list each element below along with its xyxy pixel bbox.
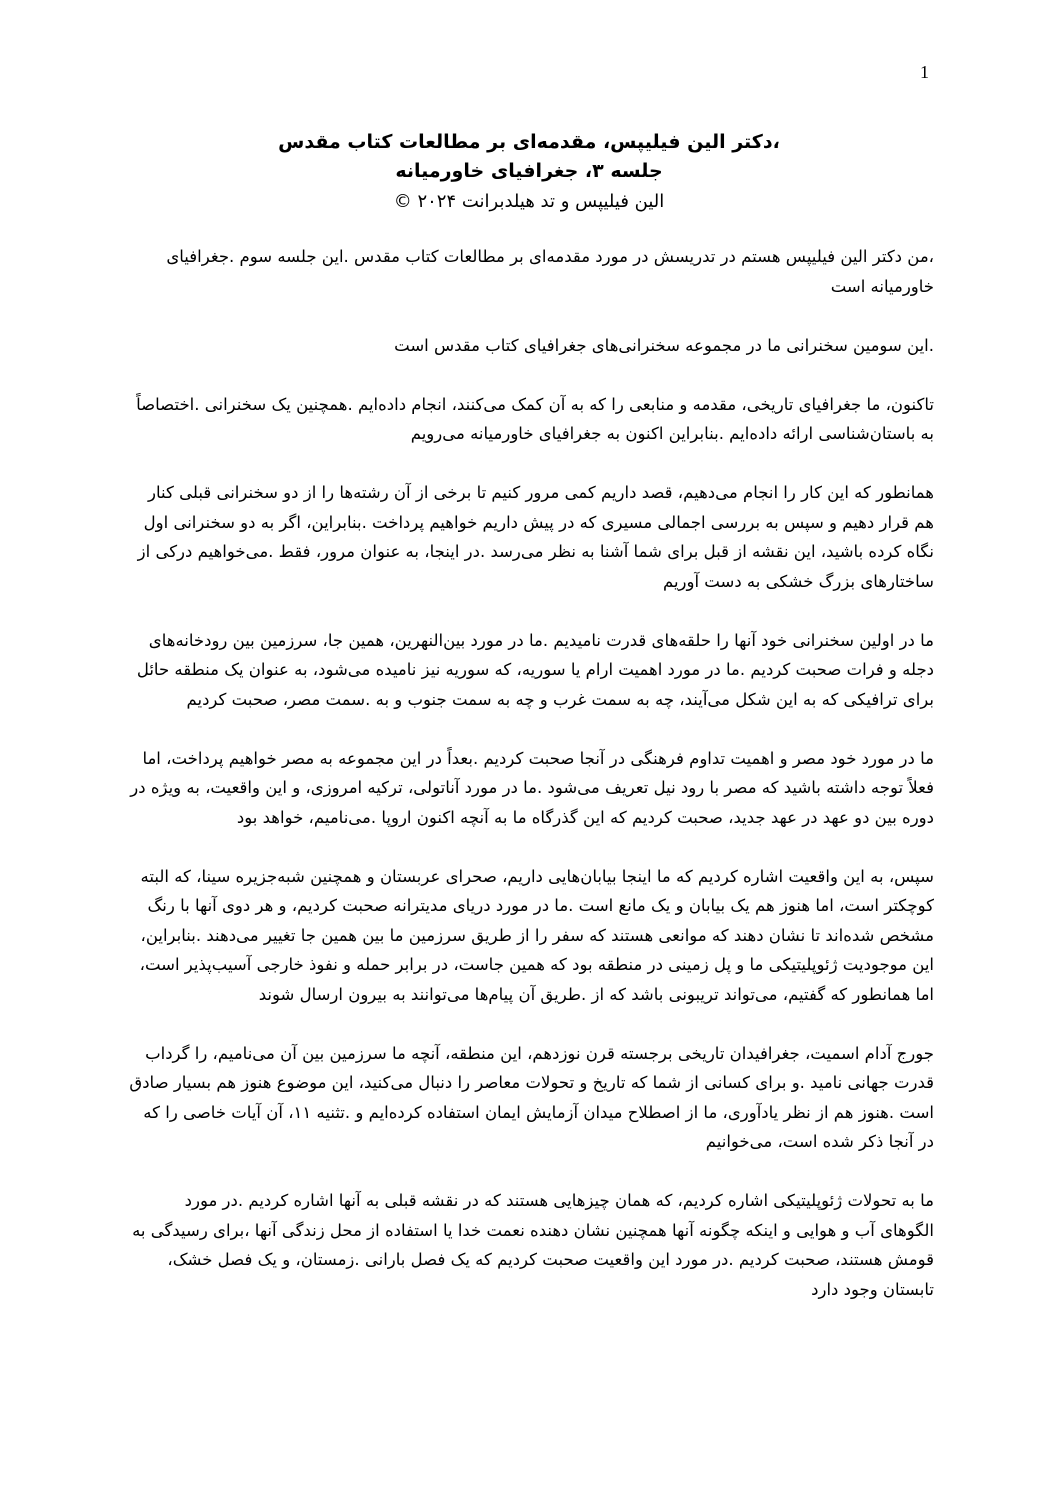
paragraph-3: تاکنون، ما جغرافیای تاریخی، مقدمه و منابعی را که به آن کمک می‌کنند، انجام داده‌ایم .همچنین یک سخنرانی .اختصاصاً به باستان‌شناسی ارائه داده‌ایم .بنابراین اکنون به جغرافیای خاورمیانه می‌رویم: [136, 394, 934, 443]
session-subtitle: جلسه ۳، جغرافیای خاورمیانه: [395, 160, 663, 182]
document-body: [128, 242, 934, 1334]
document-title: ،دکتر الین فیلیپس، مقدمه‌ای بر مطالعات کتاب مقدس: [278, 131, 780, 153]
paragraph-7: سپس، به این واقعیت اشاره کردیم که ما اینجا بیابان‌هایی داریم، صحرای عربستان و همچنین شبه‌جزیره سینا، که البته کوچکتر است، اما هنوز هم یک بیابان و یک مانع است .ما در مورد دریای مدیترانه صحبت کردیم، و هر دوی آنها با رنگ مشخص شده‌اند تا نشان دهند که موانعی هستند که سفر را از طریق سرزمین ما بین همین جا تغییر می‌دهند .بنابراین، این موجودیت ژئوپلیتیکی ما و پل زمینی در منطقه بود که همین جاست، در برابر حمله و نفوذ خارجی آسیب‌پذیر است، اما همانطور که گفتیم، می‌تواند تریبونی باشد که از .طریق آن پیام‌ها می‌توانند به بیرون ارسال شوند: [139, 866, 934, 1004]
page-number: 1: [920, 62, 929, 82]
paragraph-6: ما در مورد خود مصر و اهمیت تداوم فرهنگی در آنجا صحبت کردیم .بعداً در این مجموعه به مصر خواهیم پرداخت، اما فعلاً توجه داشته باشید که مصر با رود نیل تعریف می‌شود .ما در مورد آناتولی، ترکیه امروزی، و این واقعیت، به ویژه در دوره بین دو عهد در عهد جدید، صحبت کردیم که این گذرگاه ما به آنچه اکنون اروپا .می‌نامیم، خواهد بود: [130, 748, 934, 827]
paragraph-2: .این سومین سخنرانی ما در مجموعه سخنرانی‌های جغرافیای کتاب مقدس است: [394, 335, 934, 355]
document-header: [100, 128, 958, 217]
paragraph-4: همانطور که این کار را انجام می‌دهیم، قصد داریم کمی مرور کنیم تا برخی از آن رشته‌ها را از دو سخنرانی قبلی کنار هم قرار دهیم و سپس به بررسی اجمالی مسیری که در پیش داریم خواهیم پرداخت .بنابراین، اگر به دو سخنرانی اول نگاه کرده باشید، این نقشه از قبل برای شما آشنا به نظر می‌رسد .در اینجا، به عنوان مرور، فقط .می‌خواهیم درکی از ساختارهای بزرگ خشکی به دست آوریم: [137, 483, 934, 591]
paragraph-5: ما در اولین سخنرانی خود آنها را حلقه‌های قدرت نامیدیم .ما در مورد بین‌النهرین، همین جا، سرزمین بین رودخانه‌های دجله و فرات صحبت کردیم .ما در مورد اهمیت ارام یا سوریه، که سوریه نیز نامیده می‌شود، به عنوان یک منطقه حائل برای ترافیکی که به این شکل می‌آیند، چه به سمت غرب و چه به سمت جنوب و به .سمت مصر، صحبت کردیم: [136, 630, 934, 709]
paragraph-1: ،من دکتر الین فیلیپس هستم در تدریسش در مورد مقدمه‌ای بر مطالعات کتاب مقدس .این جلسه سوم .جغرافیای خاورمیانه است: [166, 247, 934, 296]
paragraph-9: ما به تحولات ژئوپلیتیکی اشاره کردیم، که همان چیزهایی هستند که در نقشه قبلی به آنها اشاره کردیم .در مورد الگوهای آب و هوایی و اینکه چگونه آنها همچنین نشان دهنده نعمت خدا یا استفاده از محل زندگی آنها ،برای رسیدگی به قومش هستند، صحبت کردیم .در مورد این واقعیت صحبت کردیم که یک فصل بارانی .زمستان، و یک فصل خشک، تابستان وجود دارد: [132, 1191, 934, 1299]
paragraph-8: جورج آدام اسمیت، جغرافیدان تاریخی برجسته قرن نوزدهم، این منطقه، آنچه ما سرزمین بین آن می‌نامیم، را گرداب قدرت جهانی نامید .و برای کسانی از شما که تاریخ و تحولات معاصر را دنبال می‌کنید، این موضوع هنوز هم بسیار صادق است .هنوز هم از نظر یادآوری، ما از اصطلاح میدان آزمایش ایمان استفاده کرده‌ایم و .تثنیه ۱۱، آن آیات خاصی را که در آنجا ذکر شده است، می‌خوانیم: [129, 1043, 934, 1151]
copyright-line: الین فیلیپس و تد هیلدبرانت ۲۰۲۴ ©: [393, 191, 665, 212]
